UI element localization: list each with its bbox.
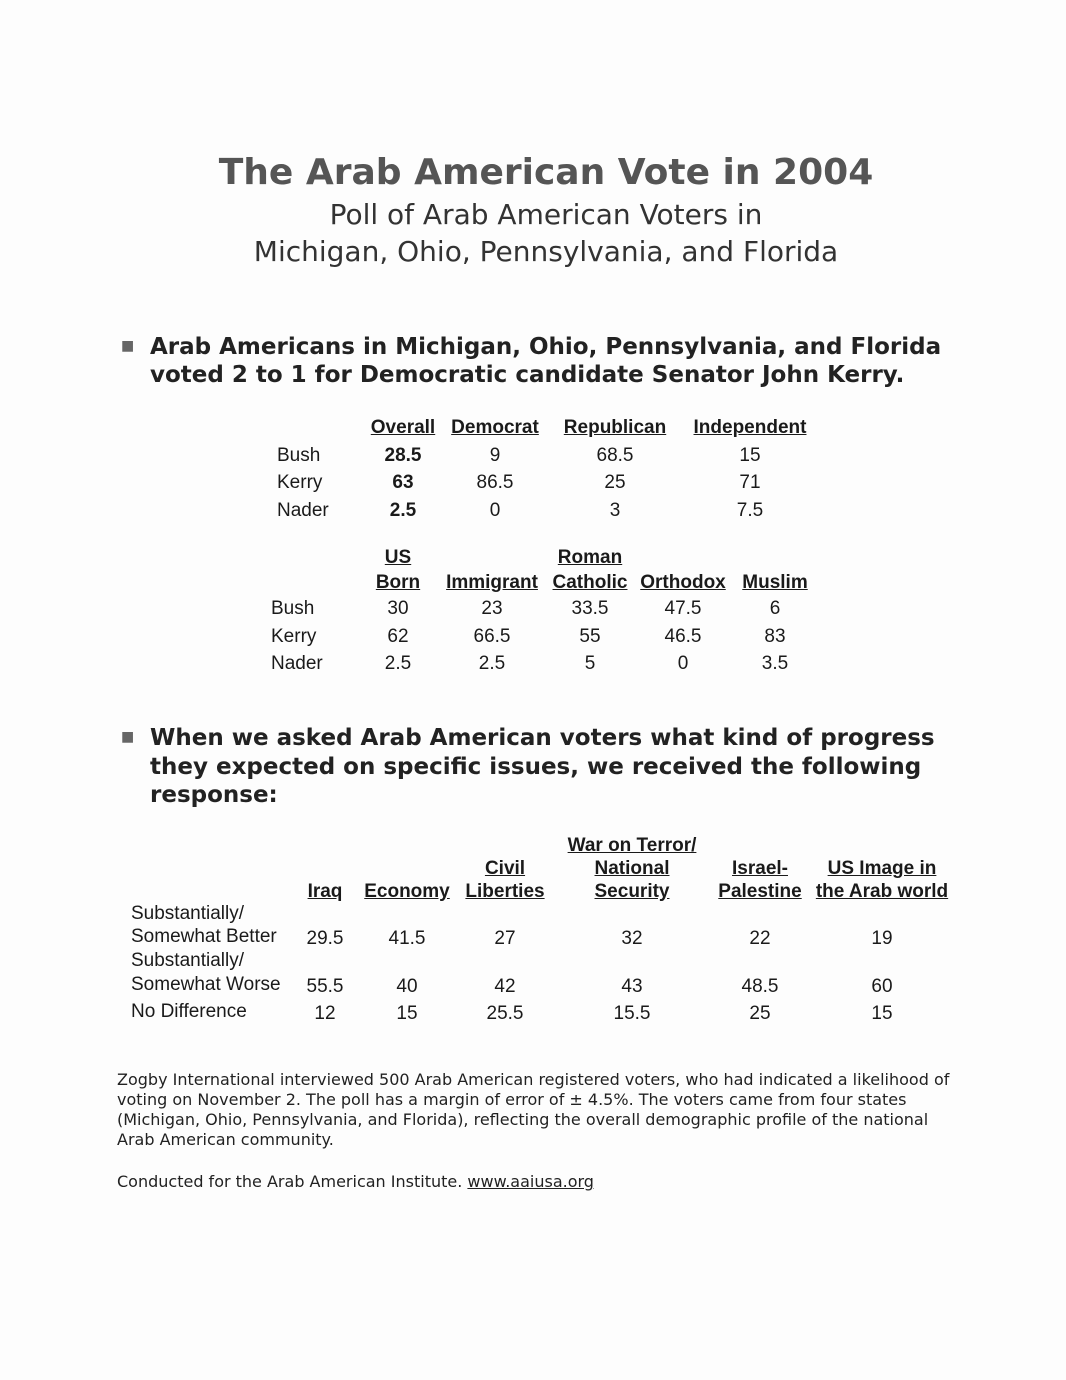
row-label: Nader: [277, 500, 329, 521]
table-cell: 25.5: [486, 1003, 524, 1024]
aaiusa-link[interactable]: www.aaiusa.org: [467, 1172, 594, 1191]
row-label: Somewhat Better: [131, 926, 277, 947]
bullet-icon: ■: [121, 338, 135, 354]
column-header: US Image in: [827, 858, 937, 879]
bullet-2-line-2: they expected on specific issues, we received the following: [150, 754, 922, 780]
table-cell: 27: [494, 928, 516, 949]
table-cell: 30: [387, 598, 409, 619]
table-cell: 46.5: [664, 626, 702, 647]
table-cell: 22: [749, 928, 771, 949]
subtitle-line-1: Poll of Arab American Voters in: [329, 198, 763, 231]
table-cell: 47.5: [664, 598, 702, 619]
table-cell: 29.5: [306, 928, 344, 949]
table-cell: 66.5: [473, 626, 511, 647]
bullet-1-line-2: voted 2 to 1 for Democratic candidate Senator John Kerry.: [150, 362, 905, 388]
column-header: War on Terror/: [567, 835, 697, 856]
table-cell: 19: [871, 928, 893, 949]
table-cell: 3.5: [761, 653, 789, 674]
table-cell: 55: [579, 626, 601, 647]
column-header: Democrat: [451, 417, 539, 438]
table-cell: 60: [871, 976, 893, 997]
table-cell: 2.5: [384, 653, 412, 674]
row-label: Substantially/: [131, 903, 245, 924]
page-title: The Arab American Vote in 2004: [218, 152, 874, 193]
credit-text: Conducted for the Arab American Institute.: [117, 1172, 463, 1191]
column-header: Orthodox: [640, 572, 726, 593]
row-label: Somewhat Worse: [131, 974, 281, 995]
table-cell: 42: [494, 976, 516, 997]
row-label: Kerry: [271, 626, 317, 647]
table-cell: 28.5: [384, 445, 422, 466]
row-label: Bush: [277, 445, 321, 466]
table-cell: 63: [392, 472, 414, 493]
table-cell: 9: [489, 445, 501, 466]
table-cell: 2.5: [389, 500, 417, 521]
table-cell: 83: [764, 626, 786, 647]
table-cell: 86.5: [476, 472, 514, 493]
table-cell: 71: [739, 472, 761, 493]
table-cell: 23: [481, 598, 503, 619]
table-cell: 48.5: [741, 976, 779, 997]
column-header: Muslim: [742, 572, 808, 593]
table-cell: 55.5: [306, 976, 344, 997]
column-header: Independent: [693, 417, 807, 438]
methodology-note: Zogby International interviewed 500 Arab American registered voters, who had indicated a likelihood of voting on November 2. The poll has a margin of error of ± 4.5%. The voters came from four states (Michigan, Ohio, Pennsylvania, and Florida), reflecting the overall demographic profile of the national Arab American community.: [117, 1070, 950, 1149]
table-cell: 43: [621, 976, 643, 997]
table-cell: 5: [584, 653, 596, 674]
column-header: Roman: [557, 547, 623, 568]
row-label: Substantially/: [131, 950, 245, 971]
table-cell: 7.5: [736, 500, 764, 521]
column-header: Israel-: [732, 858, 788, 879]
table-cell: 12: [314, 1003, 336, 1024]
table-cell: 40: [396, 976, 418, 997]
row-label: No Difference: [131, 1001, 247, 1022]
table-cell: 15: [739, 445, 761, 466]
table-cell: 68.5: [596, 445, 634, 466]
column-header: the Arab world: [815, 881, 949, 902]
table-cell: 62: [387, 626, 409, 647]
column-header: National: [594, 858, 670, 879]
column-header: Catholic: [552, 572, 628, 593]
column-header: Palestine: [718, 881, 802, 902]
table-cell: 15: [871, 1003, 893, 1024]
column-header: Security: [594, 881, 670, 902]
bullet-icon: ■: [121, 729, 135, 745]
table-cell: 32: [621, 928, 643, 949]
bullet-2-line-1: When we asked Arab American voters what kind of progress: [150, 725, 935, 751]
credit-line: [117, 1172, 957, 1192]
bullet-1-line-1: Arab Americans in Michigan, Ohio, Pennsylvania, and Florida: [150, 334, 942, 360]
table-cell: 0: [489, 500, 501, 521]
table-cell: 33.5: [571, 598, 609, 619]
table-cell: 25: [604, 472, 626, 493]
row-label: Kerry: [277, 472, 323, 493]
bullet-2-line-3: response:: [150, 782, 278, 808]
table-cell: 0: [677, 653, 689, 674]
table-cell: 41.5: [388, 928, 426, 949]
column-header: US: [384, 547, 412, 568]
column-header: Iraq: [307, 881, 343, 902]
column-header: Republican: [563, 417, 667, 438]
table-cell: 25: [749, 1003, 771, 1024]
column-header: Economy: [364, 881, 450, 902]
table-cell: 2.5: [478, 653, 506, 674]
table-cell: 3: [609, 500, 621, 521]
table-cell: 15.5: [613, 1003, 651, 1024]
table-cell: 6: [769, 598, 781, 619]
column-header: Born: [375, 572, 421, 593]
subtitle-line-2: Michigan, Ohio, Pennsylvania, and Florida: [253, 235, 839, 268]
column-header: Civil: [484, 858, 526, 879]
column-header: Liberties: [465, 881, 545, 902]
column-header: Overall: [370, 417, 436, 438]
column-header: Immigrant: [446, 572, 538, 593]
row-label: Nader: [271, 653, 323, 674]
row-label: Bush: [271, 598, 315, 619]
table-cell: 15: [396, 1003, 418, 1024]
